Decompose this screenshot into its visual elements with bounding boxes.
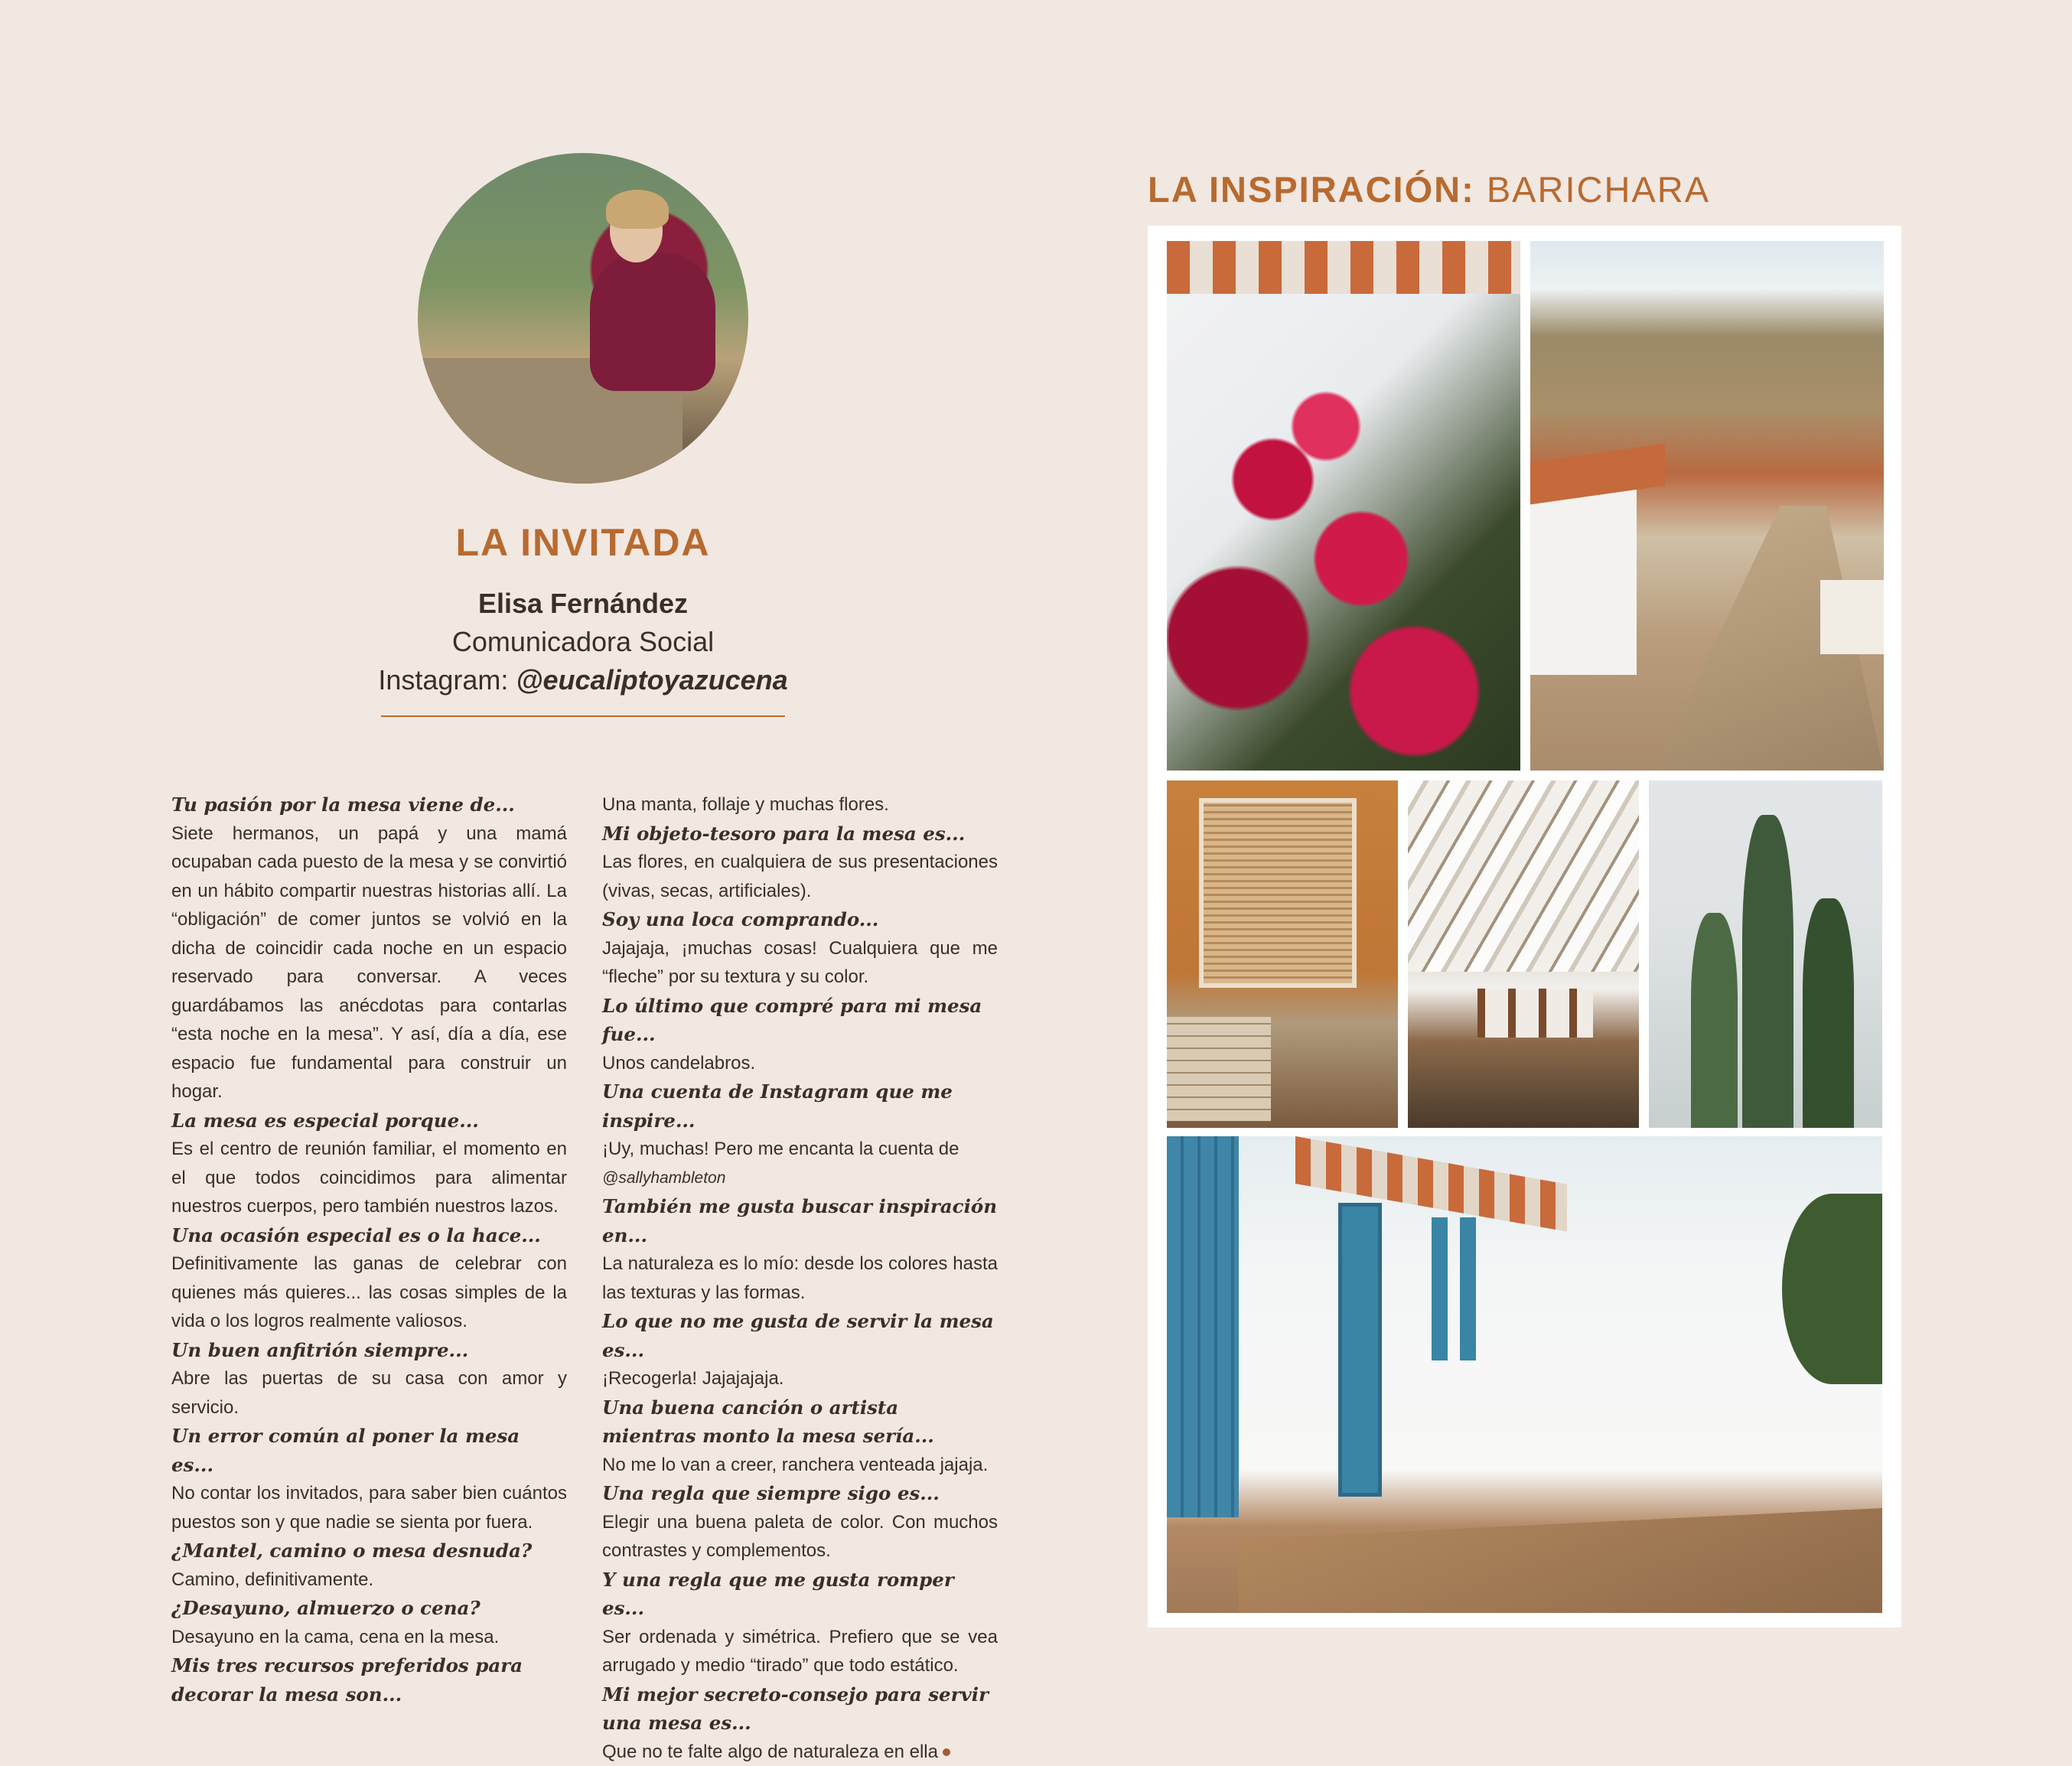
photo-frames-shape	[1477, 989, 1593, 1038]
answer: Es el centro de reunión familiar, el momento en el que todos coincidimos para alimentar nuestros cuerpos, pero también nuestros lazos.	[171, 1135, 567, 1221]
question: ¿Desayuno, almuerzo o cena?	[171, 1594, 567, 1623]
answer: Las flores, en cualquiera de sus presentaciones (vivas, secas, artificiales).	[602, 848, 998, 905]
answer: ¡Recogerla! Jajajajaja.	[602, 1364, 998, 1393]
answer: ¡Uy, muchas! Pero me encanta la cuenta de	[602, 1135, 998, 1164]
photo-window-shape	[1460, 1217, 1476, 1360]
inspiration-title-strong: LA INSPIRACIÓN:	[1148, 169, 1475, 210]
question: Soy una loca comprando...	[602, 905, 998, 934]
answer: La naturaleza es lo mío: desde los colores hasta las texturas y las formas.	[602, 1250, 998, 1307]
question: Una ocasión especial es o la hace...	[171, 1221, 567, 1250]
question: Mis tres recursos preferidos para decorar la mesa son...	[171, 1651, 567, 1709]
photo-tree-shape	[1782, 1194, 1882, 1384]
question: Tu pasión por la mesa viene de...	[171, 790, 567, 819]
answer: No me lo van a creer, ranchera venteada jajaja.	[602, 1451, 998, 1480]
question: También me gusta buscar inspiración en...	[602, 1192, 998, 1250]
photo-blue-door-shape	[1338, 1203, 1382, 1497]
question: Lo que no me gusta de servir la mesa es...	[602, 1307, 998, 1364]
answer: Abre las puertas de su casa con amor y servicio.	[171, 1364, 567, 1422]
question: Un buen anfitrión siempre...	[171, 1336, 567, 1365]
question: Y una regla que me gusta romper es...	[602, 1566, 998, 1623]
section-title: LA INVITADA	[230, 520, 937, 565]
guest-role: Comunicadora Social	[230, 626, 937, 658]
answer: Camino, definitivamente.	[171, 1566, 567, 1595]
answer: Jajajaja, ¡muchas cosas! Cualquiera que me “fleche” por su textura y su color.	[602, 934, 998, 992]
instagram-handle[interactable]: @eucaliptoyazucena	[516, 664, 787, 696]
answer: Ser ordenada y simétrica. Prefiero que se vea arrugado y medio “tirado” que todo estático.	[602, 1623, 998, 1680]
question: Una cuenta de Instagram que me inspire...	[602, 1077, 998, 1135]
answer-final	[602, 1738, 998, 1766]
question: Una buena canción o artista mientras monto la mesa sería...	[602, 1393, 998, 1451]
photo-blue-door-shape	[1167, 1136, 1239, 1517]
photo-ribbons-interior	[1408, 780, 1639, 1128]
photo-cactus-shape	[1742, 815, 1793, 1128]
photo-window-bricks	[1167, 780, 1398, 1128]
guest-name: Elisa Fernández	[230, 588, 937, 620]
photo-ribbons-shape	[1408, 780, 1639, 972]
photo-eave-shape	[1167, 241, 1520, 294]
question: Una regla que siempre sigo es...	[602, 1479, 998, 1508]
inspiration-title-light: BARICHARA	[1475, 169, 1710, 210]
photo-right-wall-shape	[1820, 580, 1884, 654]
final-answer-text: Que no te falte algo de naturaleza en ella	[602, 1742, 938, 1762]
inspiration-gallery	[1148, 226, 1901, 1628]
divider-rule	[381, 715, 785, 717]
answer-handle: @sallyhambleton	[602, 1164, 998, 1193]
guest-instagram	[230, 664, 937, 696]
answer: Elegir una buena paleta de color. Con muchos contrastes y complementos.	[602, 1508, 998, 1566]
answer: Definitivamente las ganas de celebrar con quienes más quieres... las cosas simples de la vida o los logros realmente valiosos.	[171, 1250, 567, 1336]
photo-cactus-shape	[1691, 913, 1738, 1128]
photo-bougainvillea	[1167, 241, 1520, 771]
question: Mi objeto-tesoro para la mesa es...	[602, 819, 998, 849]
interview-column-2	[602, 790, 998, 1766]
question: ¿Mantel, camino o mesa desnuda?	[171, 1536, 567, 1566]
question: Mi mejor secreto-consejo para servir una mesa es...	[602, 1680, 998, 1738]
photo-bricks-shape	[1167, 1017, 1271, 1121]
interview-column-1	[171, 790, 567, 1709]
photo-white-house-blue-doors	[1167, 1136, 1882, 1613]
inspiration-title	[1148, 168, 1710, 210]
photo-blind-shape	[1199, 798, 1356, 988]
end-mark-icon	[943, 1748, 950, 1756]
question: Un error común al poner la mesa es...	[171, 1422, 567, 1479]
photo-house-wall-shape	[1530, 484, 1637, 675]
answer: Siete hermanos, un papá y una mamá ocupaban cada puesto de la mesa y se convirtió en un hábito compartir nuestras historias allí. La “obligación” de comer juntos se volvió en la dicha de coincidir cada noche en un espacio reservado para conversar. A veces guardábamos las anécdotas para contarlas “esta noche en la mesa”. Y así, día a día, ese espacio fue fundamental para construir un hogar.	[171, 819, 567, 1106]
answer: Desayuno en la cama, cena en la mesa.	[171, 1623, 567, 1652]
question: La mesa es especial porque...	[171, 1106, 567, 1136]
photo-path-shape	[1239, 1508, 1883, 1613]
photo-cactus	[1649, 780, 1882, 1128]
answer: Una manta, follaje y muchas flores.	[602, 790, 998, 819]
instagram-label: Instagram:	[378, 664, 516, 696]
photo-window-shape	[1432, 1217, 1448, 1360]
question: Lo último que compré para mi mesa fue...	[602, 992, 998, 1049]
photo-cactus-shape	[1803, 898, 1854, 1128]
answer: Unos candelabros.	[602, 1049, 998, 1078]
guest-portrait-photo	[418, 153, 748, 484]
photo-hair-shape	[606, 190, 669, 230]
photo-street-view	[1530, 241, 1884, 771]
answer: No contar los invitados, para saber bien cuántos puestos son y que nadie se sienta por fuera.	[171, 1479, 567, 1536]
photo-figure-shape	[590, 253, 715, 391]
